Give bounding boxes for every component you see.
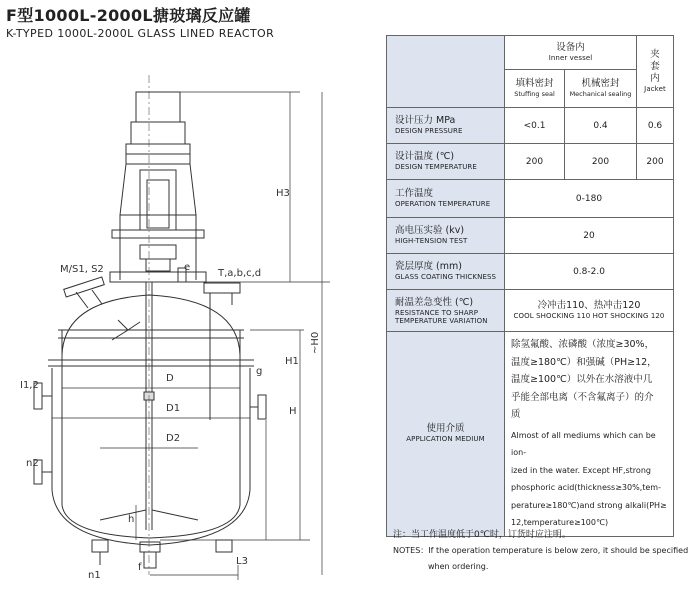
- reactor-drawing: [0, 40, 380, 595]
- header-jacket: 夹套内 Jacket: [637, 36, 674, 108]
- nozzle-ms: [64, 277, 105, 297]
- motor-top: [136, 92, 180, 122]
- label-d: D: [166, 373, 174, 384]
- header-stuffing: 填料密封 Stuffing seal: [505, 70, 565, 108]
- label-d2: D2: [166, 433, 181, 444]
- label-tabcd: T,a,b,c,d: [218, 268, 262, 279]
- support-l3: [216, 540, 232, 552]
- row-temperature-variation: 耐温差急变性 (℃) RESISTANCE TO SHARP TEMPERATURE VARIATION 冷冲击110、热冲击120 COOL SHOCKING 110 HOT SHOCKING 120: [387, 290, 674, 332]
- notes: [393, 527, 688, 575]
- label-h: H: [289, 406, 297, 417]
- row-application-medium: 使用介质 APPLICATION MEDIUM 除氢氟酸、浓磷酸（浓度≥30%， 温度≥180℃）和强碱（PH≥12， 温度≥100℃）以外在水溶液中几 乎能全部电离（不含氟离子）的介 质 Almost of all mediums which can be ion- ized in the water. Except HF,strong phosphoric acid(thickness≥30%,tem- perature≥180℃)and strong alkali(PH≥ 12,temperature≥100℃): [387, 332, 674, 537]
- label-ms: M/S1, S2: [60, 264, 104, 275]
- label-l3: L3: [236, 556, 248, 567]
- application-medium-text: 除氢氟酸、浓磷酸（浓度≥30%， 温度≥180℃）和强碱（PH≥12， 温度≥100℃）以外在水溶液中几 乎能全部电离（不含氟离子）的介 质 Almost of all mediums which can be ion- ized in the water. Except HF,strong phosphoric acid(thickness≥30%,tem- perature≥180℃)and strong alkali(PH≥ 12,temperature≥100℃): [505, 332, 674, 537]
- row-coating-thickness: 瓷层厚度 (mm) GLASS COATING THICKNESS 0.8-2.0: [387, 254, 674, 290]
- spec-table: [386, 35, 674, 537]
- coupling-plate: [112, 230, 204, 238]
- label-n1: n1: [88, 570, 101, 581]
- note-cn: 注：当工作温度低于0℃时，订货时应注明。: [393, 530, 571, 540]
- label-f: f: [138, 562, 142, 573]
- mount-flange: [110, 272, 206, 282]
- page-title-en: K-TYPED 1000L-2000L GLASS LINED REACTOR: [6, 27, 275, 40]
- vessel-top-head: [62, 295, 240, 355]
- page-title-cn: F型1000L-2000L搪玻璃反应罐: [6, 6, 251, 25]
- label-e: e: [184, 262, 191, 273]
- motor-body: [131, 122, 185, 144]
- header-mechanical: 机械密封 Mechanical sealing: [565, 70, 637, 108]
- header-blank: [387, 36, 505, 108]
- header-inner-vessel: 设备内 Inner vessel: [505, 36, 637, 70]
- flange-g: [258, 395, 266, 419]
- support-n1: [92, 540, 108, 552]
- frame-window: [140, 170, 176, 230]
- row-design-temperature: 设计温度 (℃) DESIGN TEMPERATURE 200 200 200: [387, 144, 674, 180]
- nozzle-t: [204, 283, 240, 293]
- label-n2: n2: [26, 458, 39, 469]
- label-h1: H1: [285, 356, 299, 367]
- label-h3: H3: [276, 188, 290, 199]
- label-h-small: h: [128, 514, 135, 525]
- note-en-cont: when ordering.: [428, 562, 489, 571]
- row-high-tension-test: 高电压实验 (kv) HIGH-TENSION TEST 20: [387, 218, 674, 254]
- row-design-pressure: 设计压力 MPa DESIGN PRESSURE <0.1 0.4 0.6: [387, 108, 674, 144]
- label-g: g: [256, 366, 263, 377]
- label-i12: I1,2: [20, 380, 39, 391]
- label-h0: ~H0: [310, 331, 321, 354]
- bottom-outlet: [140, 542, 160, 552]
- row-operation-temperature: 工作温度 OPERATION TEMPERATURE 0-180: [387, 180, 674, 218]
- note-en: NOTES：If the operation temperature is below zero, it should be specified: [393, 546, 689, 555]
- label-d1: D1: [166, 403, 181, 414]
